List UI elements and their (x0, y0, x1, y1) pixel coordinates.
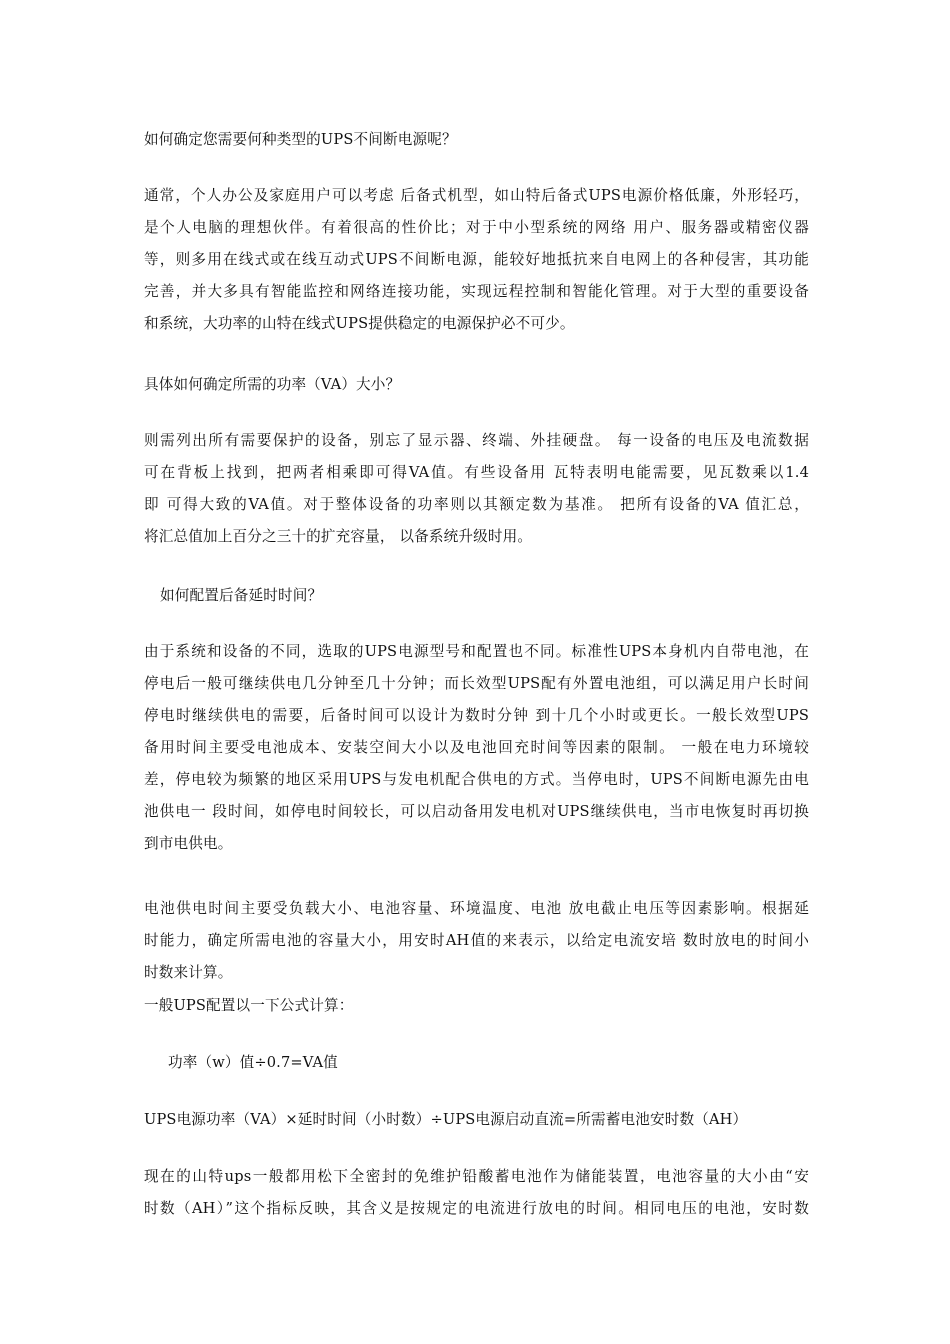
paragraph-battery-time (144, 893, 809, 989)
heading-power-va (144, 369, 809, 401)
text-line: 时数来计算。 (144, 964, 233, 981)
formula-battery-ah (144, 1104, 809, 1136)
paragraph-power-va (144, 425, 809, 553)
text-line: 即 可得大致的VA值。对于整体设备的功率则以其额定数为基准。 把所有设备的VA 值汇总， (144, 496, 809, 513)
text-line: 一般UPS配置以一下公式计算： (144, 997, 354, 1014)
text-line: 由于系统和设备的不同，选取的UPS电源型号和配置也不同。标准性UPS本身机内自带电池，在 (144, 643, 809, 660)
text-line: 等，则多用在线式或在线互动式UPS不间断电源，能较好地抵抗来自电网上的各种侵害，其功能 (144, 251, 809, 268)
paragraph-battery-capacity (144, 1161, 809, 1225)
text-line: 差，停电较为频繁的地区采用UPS与发电机配合供电的方式。当停电时，UPS不间断电源先由电 (144, 771, 809, 788)
text-line: 是个人电脑的理想伙伴。有着很高的性价比；对于中小型系统的网络 用户、服务器或精密仪器 (144, 219, 809, 236)
text-line: 如何配置后备延时时间？ (160, 587, 323, 604)
paragraph-backup-time (144, 636, 809, 860)
heading-backup-time (160, 580, 825, 612)
paragraph-ups-type (144, 180, 809, 340)
text-line: 如何确定您需要何种类型的UPS不间断电源呢？ (144, 131, 457, 148)
text-line: 池供电一 段时间，如停电时间较长，可以启动备用发电机对UPS继续供电，当市电恢复时再切换 (144, 803, 809, 820)
text-line: 电池供电时间主要受负载大小、电池容量、环境温度、电池 放电截止电压等因素影响。根据延 (144, 900, 809, 917)
heading-ups-type (144, 124, 809, 156)
text-line: 时能力，确定所需电池的容量大小，用安时AH值的来表示，以给定电流安培 数时放电的时间小 (144, 932, 809, 949)
text-line: 通常，个人办公及家庭用户可以考虑 后备式机型，如山特后备式UPS电源价格低廉，外形轻巧， (144, 187, 809, 204)
text-line: 可在背板上找到，把两者相乘即可得VA值。有些设备用 瓦特表明电能需要，见瓦数乘以1.4 (144, 464, 809, 481)
text-line: 功率（w）值÷0.7=VA值 (168, 1054, 338, 1071)
text-line: 具体如何确定所需的功率（VA）大小？ (144, 376, 401, 393)
text-line: 时数（AH）”这个指标反映，其含义是按规定的电流进行放电的时间。相同电压的电池，安时数 (144, 1200, 809, 1217)
text-line: 将汇总值加上百分之三十的扩充容量， 以备系统升级时用。 (144, 528, 533, 545)
formula-power-to-va (168, 1047, 833, 1079)
text-line: 则需列出所有需要保护的设备，别忘了显示器、终端、外挂硬盘。 每一设备的电压及电流数据 (144, 432, 809, 449)
text-line: 完善，并大多具有智能监控和网络连接功能，实现远程控制和智能化管理。对于大型的重要设备 (144, 283, 809, 300)
text-line: UPS电源功率（VA）×延时时间（小时数）÷UPS电源启动直流=所需蓄电池安时数（AH） (144, 1111, 748, 1128)
text-line: 现在的山特ups一般都用松下全密封的免维护铅酸蓄电池作为储能装置，电池容量的大小由“安 (144, 1168, 809, 1185)
text-line: 备用时间主要受电池成本、安装空间大小以及电池回充时间等因素的限制。 一般在电力环境较 (144, 739, 809, 756)
paragraph-formula-intro (144, 990, 809, 1022)
text-line: 停电后一般可继续供电几分钟至几十分钟；而长效型UPS配有外置电池组，可以满足用户长时间 (144, 675, 809, 692)
text-line: 和系统，大功率的山特在线式UPS提供稳定的电源保护必不可少。 (144, 315, 575, 332)
text-line: 停电时继续供电的需要，后备时间可以设计为数时分钟 到十几个小时或更长。一般长效型UPS (144, 707, 809, 724)
text-line: 到市电供电。 (144, 835, 233, 852)
